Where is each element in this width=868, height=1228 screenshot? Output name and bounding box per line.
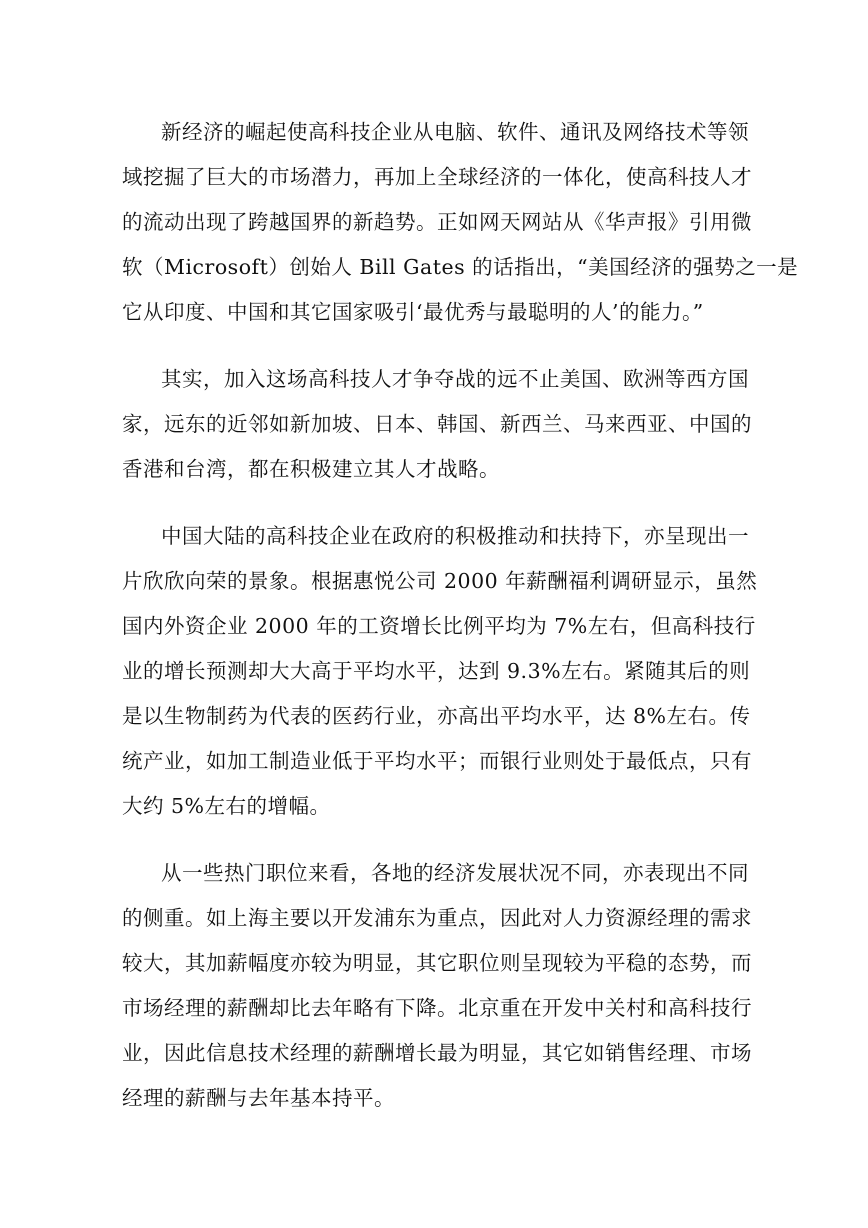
paragraph-line: 新经济的崛起使高科技企业从电脑、软件、通讯及网络技术等领 [161, 120, 749, 144]
paragraph-line: 软（Microsoft）创始人 Bill Gates 的话指出，“美国经济的强势之一是 [122, 255, 799, 279]
paragraph-line: 业，因此信息技术经理的薪酬增长最为明显，其它如销售经理、市场 [122, 1041, 752, 1065]
paragraph-line: 它从印度、中国和其它国家吸引‘最优秀与最聪明的人’的能力。” [122, 300, 704, 324]
paragraph-line: 其实，加入这场高科技人才争夺战的远不止美国、欧洲等西方国 [161, 367, 749, 391]
paragraph-line: 业的增长预测却大大高于平均水平，达到 9.3%左右。紧随其后的则 [122, 659, 751, 683]
paragraph-line: 香港和台湾，都在积极建立其人才战略。 [122, 457, 500, 481]
paragraph-line: 经理的薪酬与去年基本持平。 [122, 1086, 395, 1110]
paragraph-line: 中国大陆的高科技企业在政府的积极推动和扶持下，亦呈现出一 [161, 524, 749, 548]
paragraph-line: 大约 5%左右的增幅。 [122, 794, 331, 818]
paragraph-line: 片欣欣向荣的景象。根据惠悦公司 2000 年薪酬福利调研显示，虽然 [122, 569, 758, 593]
paragraph-line: 域挖掘了巨大的市场潜力，再加上全球经济的一体化，使高科技人才 [122, 165, 752, 189]
paragraph-line: 家，远东的近邻如新加坡、日本、韩国、新西兰、马来西亚、中国的 [122, 412, 752, 436]
paragraph-line: 国内外资企业 2000 年的工资增长比例平均为 7%左右，但高科技行 [122, 614, 756, 638]
paragraph-line: 的侧重。如上海主要以开发浦东为重点，因此对人力资源经理的需求 [122, 906, 752, 930]
paragraph-line: 统产业，如加工制造业低于平均水平；而银行业则处于最低点，只有 [122, 749, 752, 773]
paragraph-line: 较大，其加薪幅度亦较为明显，其它职位则呈现较为平稳的态势，而 [122, 951, 752, 975]
paragraph-line: 从一些热门职位来看，各地的经济发展状况不同，亦表现出不同 [161, 861, 749, 885]
paragraph-line: 市场经理的薪酬却比去年略有下降。北京重在开发中关村和高科技行 [122, 996, 752, 1020]
paragraph-line: 的流动出现了跨越国界的新趋势。正如网天网站从《华声报》引用微 [122, 210, 752, 234]
paragraph-line: 是以生物制药为代表的医药行业，亦高出平均水平，达 8%左右。传 [122, 704, 751, 728]
